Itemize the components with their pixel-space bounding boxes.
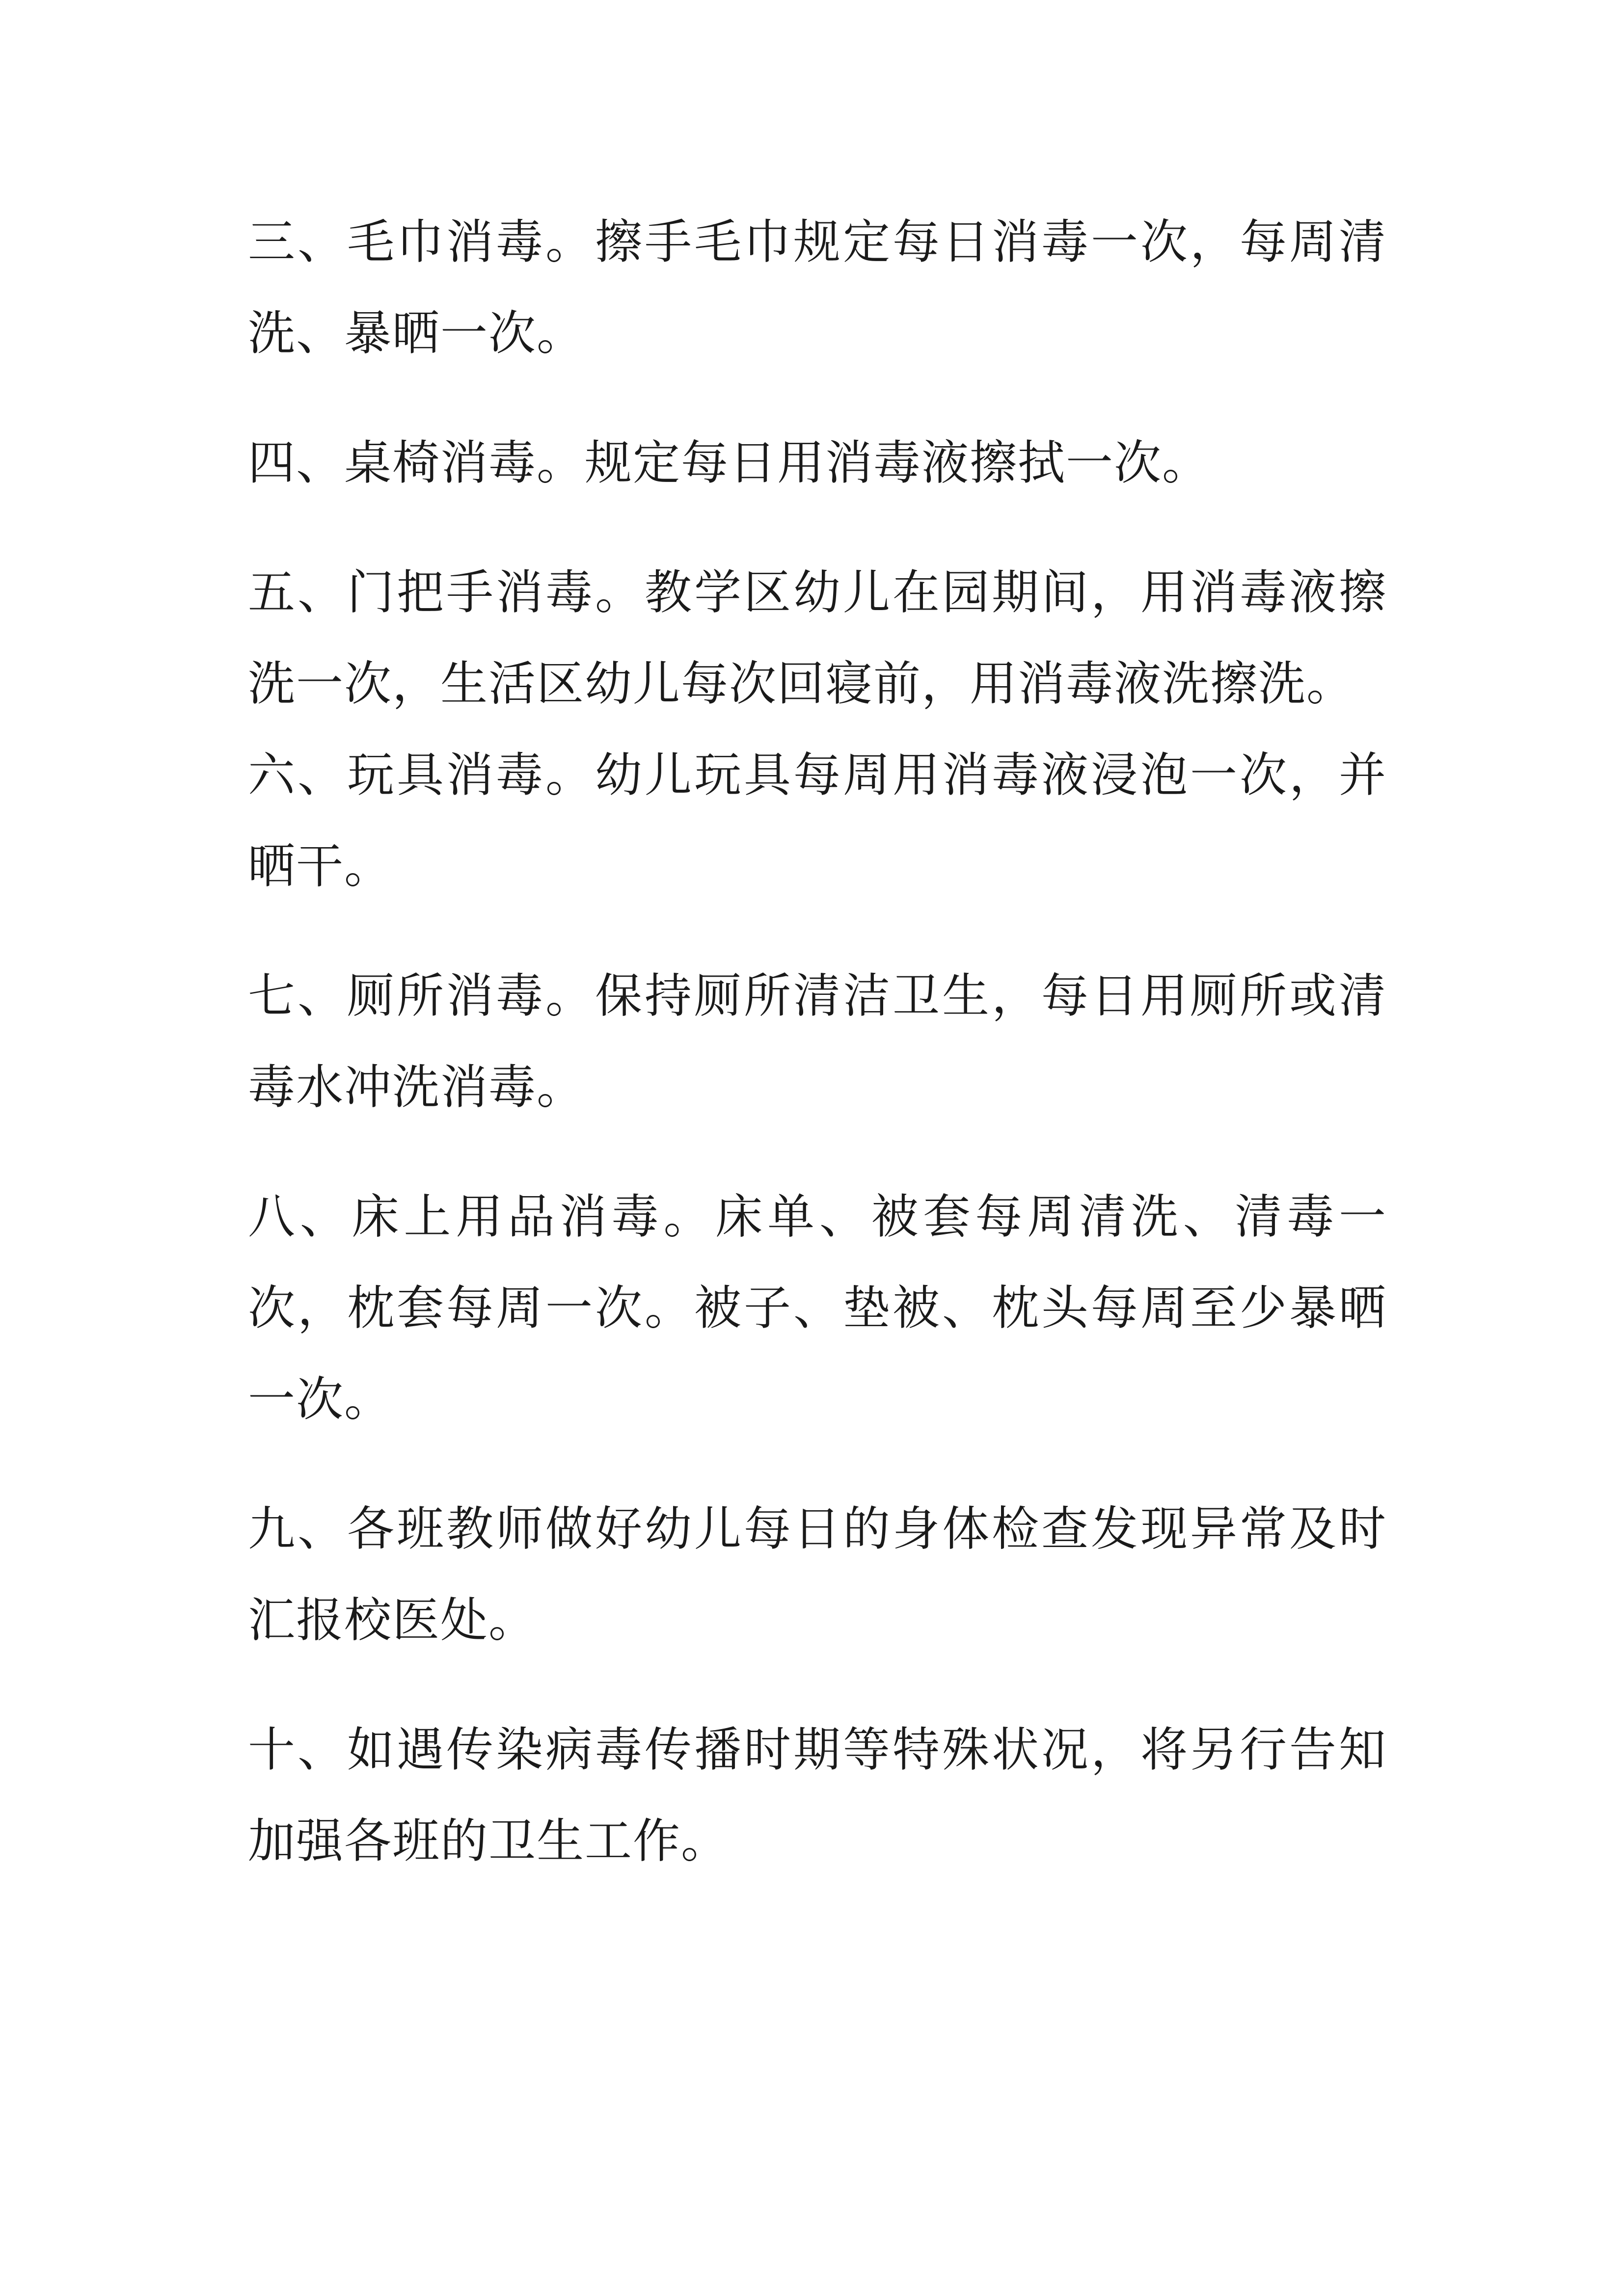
paragraph-4-desk-chair-disinfection: 四、桌椅消毒。规定每日用消毒液擦拭一次。 (248, 435, 1210, 490)
paragraph-5-door-handle-disinfection: 五、门把手消毒。教学区幼儿在园期间，用消毒液擦洗一次，生活区幼儿每次回寝前，用消毒液洗擦洗。 (248, 565, 1387, 711)
paragraph-8-bedding-disinfection: 八、床上用品消毒。床单、被套每周清洗、清毒一次，枕套每周一次。被子、垫被、枕头每周至少暴晒一次。 (248, 1189, 1387, 1427)
paragraph-10-epidemic-notice: 十、如遇传染病毒传播时期等特殊状况，将另行告知加强各班的卫生工作。 (248, 1722, 1387, 1869)
paragraph-3-towel-disinfection: 三、毛巾消毒。擦手毛巾规定每日消毒一次，每周清洗、暴晒一次。 (248, 214, 1387, 361)
paragraph-7-toilet-disinfection: 七、厕所消毒。保持厕所清洁卫生，每日用厕所或清毒水冲洗消毒。 (248, 968, 1387, 1115)
paragraph-9-health-check: 九、各班教师做好幼儿每日的身体检查发现异常及时汇报校医处。 (248, 1501, 1387, 1648)
paragraph-6-toy-disinfection: 六、玩具消毒。幼儿玩具每周用消毒液浸泡一次，并晒干。 (248, 748, 1387, 894)
document-body (248, 196, 1387, 1887)
